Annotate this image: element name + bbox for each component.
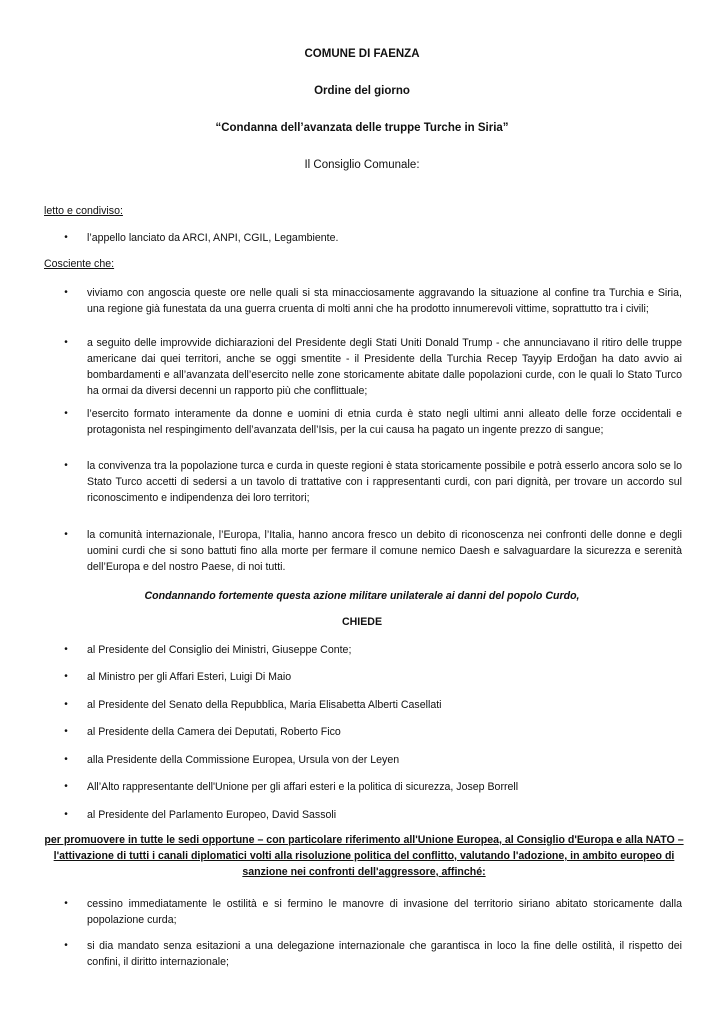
bullet-icon: • — [64, 337, 68, 348]
list-item: • la convivenza tra la popolazione turca e curda in queste regioni è stata storicamente possibile e potrà esserlo ancora solo se lo Stato Turco accetti di sedersi a un tavolo di trattative con i rappresentanti curdi, con pari dignità, per trovare un accordo sul riconoscimento e indipendenza dei loro territori; — [60, 458, 682, 506]
recipient-item: • alla Presidente della Commissione Europea, Ursula von der Leyen — [60, 752, 682, 768]
condemnation-statement: Condannando fortemente questa azione militare unilaterale ai danni del popolo Curdo, — [144, 590, 580, 602]
section-label-read: letto e condiviso: — [44, 205, 123, 217]
list-item: • viviamo con angoscia queste ore nelle quali si sta minacciosamente aggravando la situazione al confine tra Turchia e Siria, una regione già funestata da una guerra cruenta di molti anni che ha prodotto innumerevoli vittime, soprattutto tra i civili; — [60, 285, 682, 317]
bullet-icon: • — [64, 644, 68, 655]
list-item: • l’appello lanciato da ARCI, ANPI, CGIL, Legambiente. — [60, 230, 682, 246]
bullet-icon: • — [64, 232, 68, 243]
recipient-item: • al Ministro per gli Affari Esteri, Luigi Di Maio — [60, 669, 682, 685]
bullet-icon: • — [64, 699, 68, 710]
list-item: • l’esercito formato interamente da donne e uomini di etnia curda è stato negli ultimi anni alleato delle forze occidentali e protagonista nel respingimento dell’avanzata dell’Isis, per la cui causa ha pagato un ingente prezzo di sangue; — [60, 406, 682, 438]
list-item: • la comunità internazionale, l’Europa, l’Italia, hanno ancora fresco un debito di riconoscenza nei confronti delle donne e degli uomini curdi che si sono battuti fino alla morte per fermare il comune nemico Daesh e salvaguardare la sicurezza e serenità dell’Europa e del nostro Paese, di noi tutti. — [60, 527, 682, 575]
document-title: “Condanna dell’avanzata delle truppe Turche in Siria” — [215, 122, 509, 134]
bullet-icon: • — [64, 529, 68, 540]
recipient-item: • al Presidente della Camera dei Deputati, Roberto Fico — [60, 724, 682, 740]
bullet-icon: • — [64, 726, 68, 737]
section-label-aware: Cosciente che: — [44, 258, 115, 270]
council-subheading: Il Consiglio Comunale: — [304, 159, 420, 171]
bullet-icon: • — [64, 671, 68, 682]
bullet-icon: • — [64, 809, 68, 820]
recipient-item: • al Presidente del Parlamento Europeo, David Sassoli — [60, 807, 682, 823]
bullet-icon: • — [64, 781, 68, 792]
document-type-heading: Ordine del giorno — [314, 85, 410, 97]
demand-item: • si dia mandato senza esitazioni a una delegazione internazionale che garantisca in loco la fine delle ostilità, il rispetto dei confini, il diritto internazionale; — [60, 938, 682, 970]
bullet-icon: • — [64, 287, 68, 298]
bullet-icon: • — [64, 460, 68, 471]
bullet-icon: • — [64, 754, 68, 765]
recipient-item: • al Presidente del Consiglio dei Ministri, Giuseppe Conte; — [60, 642, 682, 658]
municipality-heading: COMUNE DI FAENZA — [304, 48, 420, 60]
bullet-icon: • — [64, 940, 68, 951]
bullet-icon: • — [64, 408, 68, 419]
list-item: • a seguito delle improvvide dichiarazioni del Presidente degli Stati Uniti Donald Trump - che annunciavano il ritiro delle truppe americane dai quei territori, anche se oggi smentite - il Presidente della Turchia Recep Tayyip Erdoğan ha dato avvio ai bombardamenti e all’avanzata dell’esercito nelle zone storicamente abitate dalle popolazioni curde, con le quali lo Stato Turco ha ormai da diversi decenni un rapporto più che conflittuale; — [60, 335, 682, 399]
bullet-icon: • — [64, 898, 68, 909]
recipient-item: • al Presidente del Senato della Repubblica, Maria Elisabetta Alberti Casellati — [60, 697, 682, 713]
recipient-item: • All’Alto rappresentante dell'Unione per gli affari esteri e la politica di sicurezza, Josep Borrell — [60, 779, 682, 795]
purpose-paragraph: per promuovere in tutte le sedi opportune – con particolare riferimento all'Unione Europea, al Consiglio d'Europa e alla NATO – l'attivazione di tutti i canali diplomatici volti alla risoluzione politica del conflitto, valutando l'adozione, in ambito europeo di sanzione nei confronti dell'aggressore, affinché: — [44, 834, 684, 878]
request-heading: CHIEDE — [341, 616, 383, 628]
demand-item: • cessino immediatamente le ostilità e si fermino le manovre di invasione del territorio siriano abitato storicamente dalla popolazione curda; — [60, 896, 682, 928]
